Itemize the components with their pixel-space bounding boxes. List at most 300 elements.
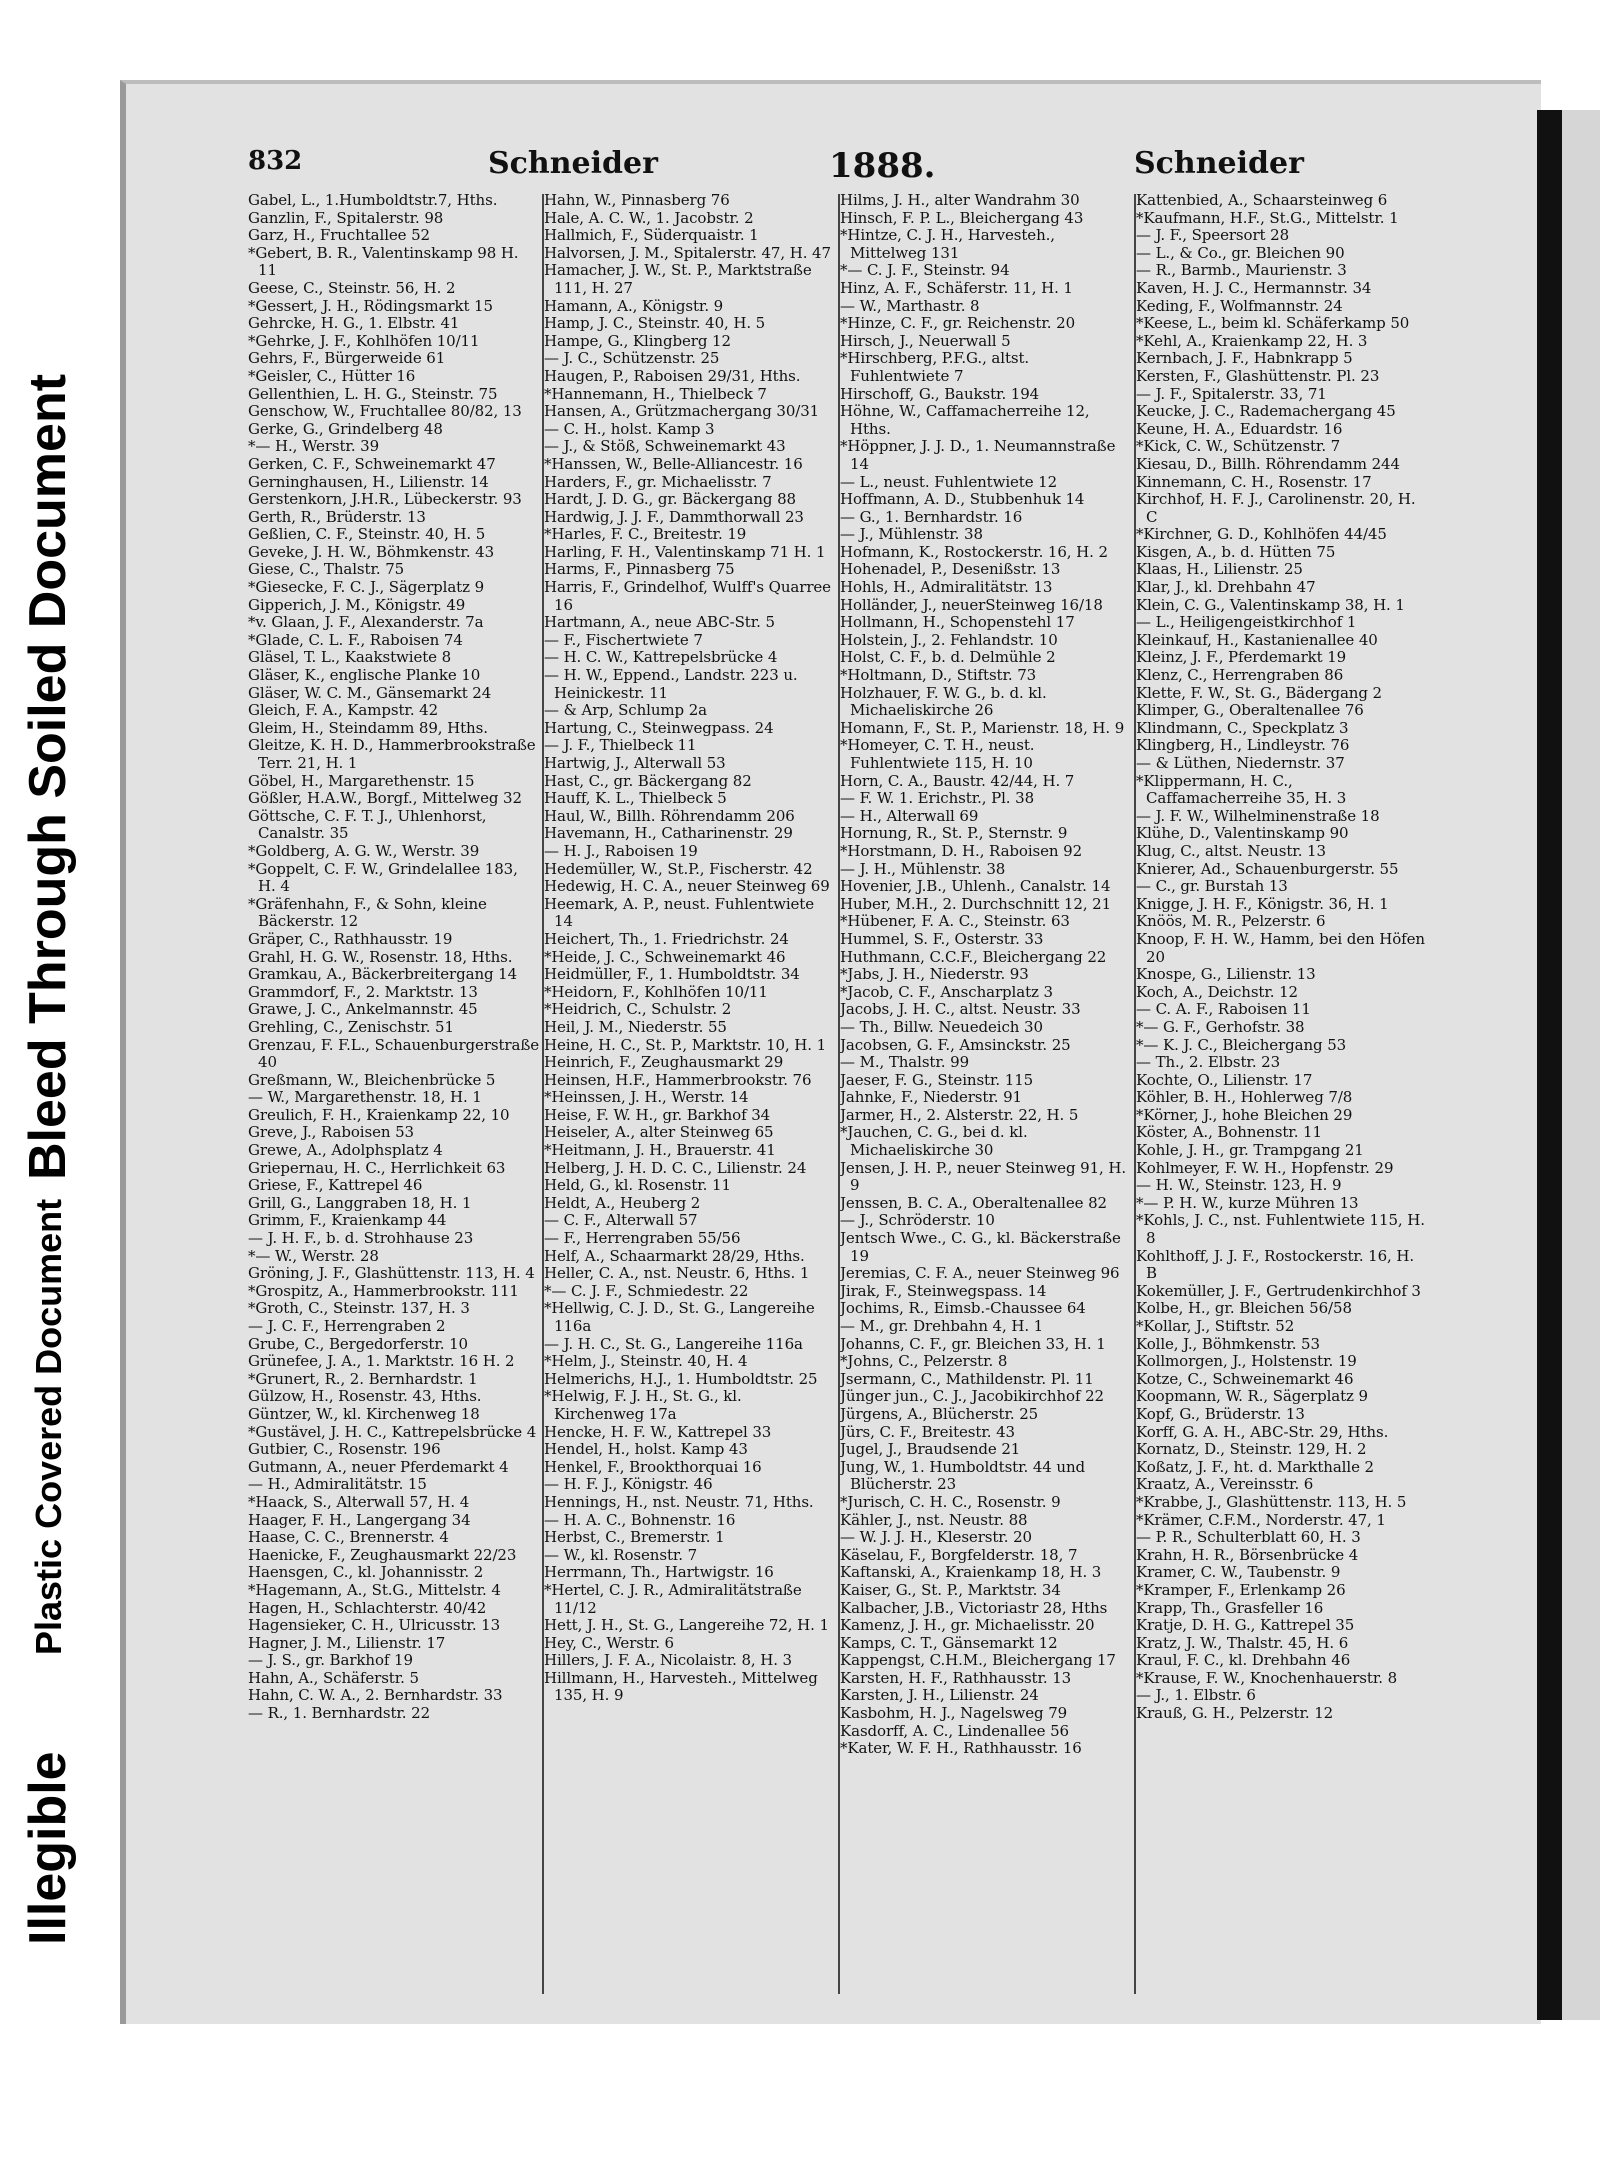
directory-entry: Göttsche, C. F. T. J., Uhlenhorst, Canalstr. 35 (248, 806, 487, 843)
directory-entry: Grünefee, J. A., 1. Marktstr. 16 H. 2 (248, 1352, 515, 1371)
bleed-through-label: Bleed Through Soiled Document (19, 373, 77, 1180)
directory-entry: Kollmorgen, J., Holstenstr. 19 (1136, 1352, 1357, 1371)
directory-entry: *Gräfenhahn, F., & Sohn, kleine Bäckerstr. 12 (248, 894, 487, 931)
directory-entry: Kolbe, H., gr. Bleichen 56/58 (1136, 1299, 1352, 1318)
directory-entry: Heichert, Th., 1. Friedrichstr. 24 (544, 929, 789, 948)
running-head-year: 1888. (829, 146, 936, 186)
directory-entry: *Kirchner, G. D., Kohlhöfen 44/45 (1136, 525, 1387, 544)
directory-entry: — R., Barmb., Maurienstr. 3 (1136, 261, 1347, 280)
directory-entry: Krauß, G. H., Pelzerstr. 12 (1136, 1704, 1334, 1723)
directory-entry: Jentsch Wwe., C. G., kl. Bäckerstraße 19 (840, 1229, 1121, 1265)
directory-entry: Gutbier, C., Rosenstr. 196 (248, 1440, 441, 1459)
directory-entry: *Jurisch, C. H. C., Rosenstr. 9 (840, 1492, 1061, 1511)
directory-entry: *Geisler, C., Hütter 16 (248, 366, 416, 385)
directory-entry: Herbst, C., Bremerstr. 1 (544, 1528, 725, 1547)
directory-entry: — H. W., Steinstr. 123, H. 9 (1136, 1176, 1342, 1195)
directory-entry: Kamenz, J. H., gr. Michaelisstr. 20 (840, 1616, 1095, 1635)
directory-entry: Kernbach, J. F., Habnkrapp 5 (1136, 349, 1353, 368)
directory-entry: Horn, C. A., Baustr. 42/44, H. 7 (840, 771, 1075, 790)
directory-entry: Holländer, J., neuerSteinweg 16/18 (840, 595, 1103, 614)
directory-entry: Garz, H., Fruchtallee 52 (248, 226, 430, 245)
directory-entry: — H., Admiralitätstr. 15 (248, 1475, 427, 1494)
directory-entry: — J. F., Speersort 28 (1136, 226, 1290, 245)
directory-entry: *Kehl, A., Kraienkamp 22, H. 3 (1136, 331, 1368, 350)
directory-entry: Hale, A. C. W., 1. Jacobstr. 2 (544, 208, 754, 227)
directory-entry: *Grunert, R., 2. Bernhardstr. 1 (248, 1369, 478, 1388)
directory-entry: Kaftanski, A., Kraienkamp 18, H. 3 (840, 1563, 1102, 1582)
directory-entry: *Helwig, F. J. H., St. G., kl. Kirchenweg 17a (544, 1387, 742, 1423)
directory-entry: Göbel, H., Margarethenstr. 15 (248, 771, 475, 790)
directory-entry: — J. F., Thielbeck 11 (544, 736, 697, 755)
directory-entry: Hedewig, H. C. A., neuer Steinweg 69 (544, 877, 830, 896)
directory-entry: Hohenadel, P., Desenißstr. 13 (840, 560, 1061, 579)
directory-entry: — M., Thalstr. 99 (840, 1053, 970, 1072)
directory-entry: — M., gr. Drehbahn 4, H. 1 (840, 1317, 1044, 1335)
next-page-edge (1562, 110, 1600, 2020)
directory-entry: Hummel, S. F., Osterstr. 33 (840, 929, 1044, 948)
directory-entry: Gerke, G., Grindelberg 48 (248, 419, 443, 438)
directory-entry: Heinrich, F., Zeughausmarkt 29 (544, 1053, 784, 1072)
directory-entry: Jürgens, A., Blücherstr. 25 (840, 1404, 1039, 1423)
directory-entry: Klühe, D., Valentinskamp 90 (1136, 824, 1349, 843)
directory-entry: *Kollar, J., Stiftstr. 52 (1136, 1317, 1295, 1335)
directory-entry: Kolle, J., Böhmkenstr. 53 (1136, 1334, 1320, 1353)
directory-entry: *Groth, C., Steinstr. 137, H. 3 (248, 1299, 470, 1318)
directory-entry: Gutmann, A., neuer Pferdemarkt 4 (248, 1457, 509, 1476)
directory-entry: Kratz, J. W., Thalstr. 45, H. 6 (1136, 1633, 1349, 1652)
directory-entry: Heise, F. W. H., gr. Barkhof 34 (544, 1105, 771, 1124)
directory-entry: Güntzer, W., kl. Kirchenweg 18 (248, 1404, 480, 1423)
column-1 (248, 192, 540, 2012)
directory-entry: Johanns, C. F., gr. Bleichen 33, H. 1 (840, 1334, 1106, 1353)
directory-entry: Hoffmann, A. D., Stubbenhuk 14 (840, 490, 1085, 509)
directory-entry: Jung, W., 1. Humboldtstr. 44 und Blücherstr. 23 (840, 1457, 1086, 1494)
directory-entry: — J. H. F., b. d. Strohhause 23 (248, 1229, 474, 1248)
directory-entry: Hardt, J. D. G., gr. Bäckergang 88 (544, 490, 796, 509)
directory-entry: — R., 1. Bernhardstr. 22 (248, 1704, 431, 1723)
directory-entry: — H. J., Raboisen 19 (544, 841, 698, 860)
directory-entry: Kokemüller, J. F., Gertrudenkirchhof 3 (1136, 1281, 1421, 1300)
directory-entry: Hardwig, J. J. F., Dammthorwall 23 (544, 507, 804, 526)
directory-entry: Hendel, H., holst. Kamp 43 (544, 1440, 748, 1459)
directory-entry: Köhler, B. H., Hohlerweg 7/8 (1136, 1088, 1353, 1107)
directory-entry: Hedemüller, W., St.P., Fischerstr. 42 (544, 859, 813, 878)
directory-entry: Hohls, H., Admiralitätstr. 13 (840, 578, 1053, 597)
directory-entry: *Haack, S., Alterwall 57, H. 4 (248, 1492, 470, 1511)
plastic-covered-label: Plastic Covered Document (28, 1198, 69, 1655)
directory-entry: Heller, C. A., nst. Neustr. 6, Hths. 1 (544, 1264, 810, 1283)
column-2 (544, 192, 836, 2012)
directory-entry: Grenzau, F. F.L., Schauenburgerstraße 40 (248, 1035, 540, 1072)
directory-entry: Ganzlin, F., Spitalerstr. 98 (248, 208, 444, 227)
directory-entry: Haensgen, C., kl. Johannisstr. 2 (248, 1563, 484, 1582)
directory-entry: *Helm, J., Steinstr. 40, H. 4 (544, 1352, 748, 1371)
directory-entry: Kraul, F. C., kl. Drehbahn 46 (1136, 1651, 1351, 1670)
directory-entry: Kattenbied, A., Schaarsteinweg 6 (1136, 192, 1388, 209)
directory-entry: *Jabs, J. H., Niederstr. 93 (840, 965, 1029, 984)
directory-entry: — W., kl. Rosenstr. 7 (544, 1545, 698, 1564)
directory-entry: Hollmann, H., Schopenstehl 17 (840, 613, 1075, 632)
directory-entry: *Gessert, J. H., Rödingsmarkt 15 (248, 296, 493, 315)
directory-entry: — H., Alterwall 69 (840, 806, 979, 825)
directory-entry: Hampe, G., Klingberg 12 (544, 331, 731, 350)
directory-entry: *— C. J. F., Schmiedestr. 22 (544, 1281, 749, 1300)
directory-entry: Holstein, J., 2. Fehlandstr. 10 (840, 630, 1058, 649)
directory-entry: Knöös, M. R., Pelzerstr. 6 (1136, 912, 1326, 931)
directory-entry: *Johns, C., Pelzerstr. 8 (840, 1352, 1008, 1371)
directory-entry: — J. F. W., Wilhelminenstraße 18 (1136, 806, 1380, 825)
directory-entry: Jürs, C. F., Breitestr. 43 (840, 1422, 1015, 1441)
directory-entry: — Th., 2. Elbstr. 23 (1136, 1053, 1281, 1072)
directory-entry: *Krämer, C.F.M., Norderstr. 47, 1 (1136, 1510, 1386, 1529)
book-gutter (1537, 110, 1563, 2020)
illegible-label: Illegible (19, 1751, 77, 1945)
running-head-right: Schneider (1134, 146, 1304, 181)
directory-entry: *— P. H. W., kurze Mühren 13 (1136, 1193, 1359, 1212)
directory-entry: — J., Mühlenstr. 38 (840, 525, 983, 544)
directory-entry: Gleich, F. A., Kampstr. 42 (248, 701, 439, 720)
directory-entry: Harders, F., gr. Michaelisstr. 7 (544, 472, 772, 491)
directory-entry: Gleim, H., Steindamm 89, Hths. (248, 718, 488, 737)
column-3 (840, 192, 1132, 2012)
directory-entry: *Kater, W. F. H., Rathhausstr. 16 (840, 1739, 1082, 1758)
directory-entry: Kersten, F., Glashüttenstr. Pl. 23 (1136, 366, 1380, 385)
directory-entry: Kaiser, G., St. P., Marktstr. 34 (840, 1580, 1061, 1599)
directory-entry: Hahn, A., Schäferstr. 5 (248, 1668, 419, 1687)
directory-entry: Homann, F., St. P., Marienstr. 18, H. 9 (840, 718, 1125, 737)
page-header (126, 146, 1541, 186)
directory-entry: *Hellwig, C. J. D., St. G., Langereihe 116a (544, 1299, 815, 1335)
directory-entry: Knospe, G., Lilienstr. 13 (1136, 965, 1316, 984)
directory-entry: *Körner, J., hohe Bleichen 29 (1136, 1105, 1353, 1124)
directory-entry: Gerth, R., Brüderstr. 13 (248, 507, 426, 526)
directory-entry: Kirchhof, H. F. J., Carolinenstr. 20, H. C (1136, 490, 1416, 526)
directory-entry: — J. C. F., Herrengraben 2 (248, 1317, 446, 1335)
directory-entry: *Hannemann, H., Thielbeck 7 (544, 384, 767, 403)
directory-entry: Herrmann, Th., Hartwigstr. 16 (544, 1563, 774, 1582)
directory-entry: Grammdorf, F., 2. Marktstr. 13 (248, 982, 478, 1001)
scanned-page (120, 80, 1541, 2024)
directory-entry: Grahl, H. G. W., Rosenstr. 18, Hths. (248, 947, 513, 966)
directory-entry: Krapp, Th., Grasfeller 16 (1136, 1598, 1324, 1617)
directory-entry: Hofmann, K., Rostockerstr. 16, H. 2 (840, 542, 1108, 561)
directory-entry: Kappengst, C.H.M., Bleichergang 17 (840, 1651, 1116, 1670)
directory-entry: Havemann, H., Catharinenstr. 29 (544, 824, 793, 843)
directory-entry: *Jacob, C. F., Anscharplatz 3 (840, 982, 1053, 1001)
directory-entry: Huber, M.H., 2. Durchschnitt 12, 21 (840, 894, 1112, 913)
directory-entry: Hamacher, J. W., St. P., Marktstraße 111, H. 27 (544, 261, 812, 297)
directory-entry: — C. A. F., Raboisen 11 (1136, 1000, 1311, 1019)
directory-entry: Geßlien, C. F., Steinstr. 40, H. 5 (248, 525, 486, 544)
directory-entry: — J. H. C., St. G., Langereihe 116a (544, 1334, 803, 1353)
directory-entry: Gehrs, F., Bürgerweide 61 (248, 349, 446, 368)
directory-entry: Karsten, H. F., Rathhausstr. 13 (840, 1668, 1072, 1687)
directory-entry: — J. F., Spitalerstr. 33, 71 (1136, 384, 1327, 403)
directory-entry: Hey, C., Werstr. 6 (544, 1633, 674, 1652)
directory-entry: Keucke, J. C., Rademachergang 45 (1136, 402, 1396, 421)
directory-entry: *Hirschberg, P.F.G., altst. Fuhlentwiete 7 (840, 349, 1030, 385)
directory-entry: Held, G., kl. Rosenstr. 11 (544, 1176, 731, 1195)
directory-entry: Heidmüller, F., 1. Humboldtstr. 34 (544, 965, 800, 984)
directory-entry: Gabel, L., 1.Humboldtstr.7, Hths. (248, 192, 498, 209)
directory-entry: Harms, F., Pinnasberg 75 (544, 560, 735, 579)
directory-entry: Jenssen, B. C. A., Oberaltenallee 82 (840, 1193, 1107, 1212)
directory-entry: *Hübener, F. A. C., Steinstr. 63 (840, 912, 1070, 931)
directory-entry: Kramer, C. W., Taubenstr. 9 (1136, 1563, 1341, 1582)
directory-entry: Gerstenkorn, J.H.R., Lübeckerstr. 93 (248, 490, 522, 509)
directory-entry: *Heidorn, F., Kohlhöfen 10/11 (544, 982, 768, 1001)
directory-entry: Keune, H. A., Eduardstr. 16 (1136, 419, 1343, 438)
directory-entry: Hilms, J. H., alter Wandrahm 30 (840, 192, 1080, 209)
directory-entry: *Goppelt, C. F. W., Grindelallee 183, H. 4 (248, 859, 518, 896)
directory-entry: *Höppner, J. J. D., 1. Neumannstraße 14 (840, 437, 1116, 473)
directory-entry: *Hintze, C. J. H., Harvesteh., Mittelweg 131 (840, 226, 1055, 262)
directory-entry: — P. R., Schulterblatt 60, H. 3 (1136, 1528, 1361, 1547)
directory-entry: Klette, F. W., St. G., Bädergang 2 (1136, 683, 1382, 702)
directory-entry: Heemark, A. P., neust. Fuhlentwiete 14 (544, 894, 814, 931)
directory-entry: Klindmann, C., Speckplatz 3 (1136, 718, 1349, 737)
directory-entry: Klenz, C., Herrengraben 86 (1136, 666, 1344, 685)
directory-entry: Jensen, J. H. P., neuer Steinweg 91, H. 9 (840, 1158, 1126, 1195)
directory-entry: — W., Margarethenstr. 18, H. 1 (248, 1088, 482, 1107)
directory-entry: Kleinz, J. F., Pferdemarkt 19 (1136, 648, 1347, 667)
directory-entry: Gläser, W. C. M., Gänsemarkt 24 (248, 683, 492, 702)
directory-entry: Jacobs, J. H. C., altst. Neustr. 33 (840, 1000, 1081, 1019)
directory-entry: Gläser, K., englische Planke 10 (248, 666, 481, 685)
directory-entry: Kähler, J., nst. Neustr. 88 (840, 1510, 1028, 1529)
directory-entry: *Grospitz, A., Hammerbrookstr. 111 (248, 1281, 519, 1300)
directory-entry: Knierer, Ad., Schauenburgerstr. 55 (1136, 859, 1399, 878)
directory-entry: Gläsel, T. L., Kaakstwiete 8 (248, 648, 452, 667)
directory-entry: Giese, C., Thalstr. 75 (248, 560, 405, 579)
directory-entry: Hamp, J. C., Steinstr. 40, H. 5 (544, 314, 766, 333)
directory-entry: *Glade, C. L. F., Raboisen 74 (248, 630, 463, 649)
directory-entry: Harris, F., Grindelhof, Wulff's Quarree 16 (544, 578, 831, 614)
directory-entry: — J., 1. Elbstr. 6 (1136, 1686, 1256, 1705)
directory-entry: Hagner, J. M., Lilienstr. 17 (248, 1633, 446, 1652)
directory-entry: Heinsen, H.F., Hammerbrookstr. 76 (544, 1070, 812, 1089)
directory-entry: — F., Fischertwiete 7 (544, 630, 703, 649)
directory-entry: Klimper, G., Oberaltenallee 76 (1136, 701, 1364, 720)
directory-entry: Grewe, A., Adolphsplatz 4 (248, 1141, 443, 1160)
directory-entry: Hillers, J. F. A., Nicolaistr. 8, H. 3 (544, 1651, 792, 1670)
directory-entry: Klingberg, H., Lindleystr. 76 (1136, 736, 1350, 755)
directory-entry: Hansen, A., Grützmachergang 30/31 (544, 402, 820, 421)
directory-entry: Kleinkauf, H., Kastanienallee 40 (1136, 630, 1378, 649)
directory-entry: Gramkau, A., Bäckerbreitergang 14 (248, 965, 518, 984)
directory-entry: Helmerichs, H.J., 1. Humboldtstr. 25 (544, 1369, 818, 1388)
directory-entry: — & Lüthen, Niedernstr. 37 (1136, 754, 1345, 772)
directory-entry: Helberg, J. H. D. C. C., Lilienstr. 24 (544, 1158, 807, 1177)
directory-entry: — H. F. J., Königstr. 46 (544, 1475, 713, 1494)
directory-entry: Kasdorff, A. C., Lindenallee 56 (840, 1721, 1069, 1740)
directory-entry: Klaas, H., Lilienstr. 25 (1136, 560, 1303, 579)
directory-entry: Kiesau, D., Billh. Röhrendamm 244 (1136, 454, 1400, 473)
directory-entry: Jahnke, F., Niederstr. 91 (840, 1088, 1022, 1107)
running-head-left: Schneider (488, 146, 658, 181)
directory-entry: Henkel, F., Brookthorquai 16 (544, 1457, 762, 1476)
directory-entry: Hauff, K. L., Thielbeck 5 (544, 789, 727, 808)
directory-entry: — C. H., holst. Kamp 3 (544, 419, 715, 438)
directory-entry: Kratje, D. H. G., Kattrepel 35 (1136, 1616, 1355, 1635)
directory-entry: Gerninghausen, H., Lilienstr. 14 (248, 472, 489, 491)
directory-entry: *Giesecke, F. C. J., Sägerplatz 9 (248, 578, 485, 597)
directory-entry: Kamps, C. T., Gänsemarkt 12 (840, 1633, 1058, 1652)
directory-entry: Jochims, R., Eimsb.-Chaussee 64 (840, 1299, 1086, 1318)
directory-entry: Kornatz, D., Steinstr. 129, H. 2 (1136, 1440, 1367, 1459)
directory-entry: Klar, J., kl. Drehbahn 47 (1136, 578, 1316, 597)
directory-entry: Hamann, A., Königstr. 9 (544, 296, 724, 315)
directory-entry: Hett, J. H., St. G., Langereihe 72, H. 1 (544, 1616, 829, 1635)
directory-entry: Jarmer, H., 2. Alsterstr. 22, H. 5 (840, 1105, 1079, 1124)
directory-entry: Gellenthien, L. H. G., Steinstr. 75 (248, 384, 498, 403)
directory-entry: Hagen, H., Schlachterstr. 40/42 (248, 1598, 487, 1617)
directory-entry: *Hanssen, W., Belle-Alliancestr. 16 (544, 454, 803, 473)
directory-entry: Hinsch, F. P. L., Bleichergang 43 (840, 208, 1084, 227)
directory-entry: *— H., Werstr. 39 (248, 437, 380, 456)
directory-entry: *Goldberg, A. G. W., Werstr. 39 (248, 841, 480, 860)
directory-entry: Gräper, C., Rathhausstr. 19 (248, 929, 453, 948)
directory-columns (248, 192, 1428, 2012)
directory-entry: Jeremias, C. F. A., neuer Steinweg 96 (840, 1264, 1120, 1283)
directory-entry: — L., neust. Fuhlentwiete 12 (840, 472, 1058, 491)
page-number: 832 (248, 146, 303, 176)
directory-entry: Höhne, W., Caffamacherreihe 12, Hths. (840, 402, 1090, 438)
directory-entry: Hirschoff, G., Baukstr. 194 (840, 384, 1040, 403)
directory-entry: — L., Heiligengeistkirchhof 1 (1136, 613, 1357, 632)
directory-entry: *Harles, F. C., Breitestr. 19 (544, 525, 747, 544)
directory-entry: Holst, C. F., b. d. Delmühle 2 (840, 648, 1056, 667)
directory-entry: Heiseler, A., alter Steinweg 65 (544, 1123, 774, 1142)
directory-entry: Geese, C., Steinstr. 56, H. 2 (248, 278, 456, 297)
directory-entry: Gehrcke, H. G., 1. Elbstr. 41 (248, 314, 460, 333)
directory-entry: Heldt, A., Heuberg 2 (544, 1193, 701, 1212)
directory-entry: Haenicke, F., Zeughausmarkt 22/23 (248, 1545, 517, 1564)
directory-entry: *Hagemann, A., St.G., Mittelstr. 4 (248, 1580, 501, 1599)
directory-entry: — W. J. J. H., Kleserstr. 20 (840, 1528, 1032, 1547)
directory-entry: Haager, F. H., Langergang 34 (248, 1510, 471, 1529)
directory-entry: Hencke, H. F. W., Kattrepel 33 (544, 1422, 772, 1441)
directory-entry: Kotze, C., Schweinemarkt 46 (1136, 1369, 1354, 1388)
directory-entry: *— W., Werstr. 28 (248, 1246, 379, 1265)
directory-entry: *Holtmann, D., Stiftstr. 73 (840, 666, 1037, 685)
directory-entry: Harling, F. H., Valentinskamp 71 H. 1 (544, 542, 826, 561)
directory-entry: Gößler, H.A.W., Borgf., Mittelweg 32 (248, 789, 522, 808)
directory-entry: Hirsch, J., Neuerwall 5 (840, 331, 1011, 350)
directory-entry: — J. S., gr. Barkhof 19 (248, 1651, 413, 1670)
directory-entry: *Hinze, C. F., gr. Reichenstr. 20 (840, 314, 1076, 333)
directory-entry: — H. A. C., Bohnenstr. 16 (544, 1510, 736, 1529)
directory-entry: *— G. F., Gerhofstr. 38 (1136, 1017, 1305, 1036)
directory-entry: *Gebert, B. R., Valentinskamp 98 H. 11 (248, 243, 519, 280)
directory-entry: Hovenier, J.B., Uhlenh., Canalstr. 14 (840, 877, 1111, 896)
directory-entry: Heine, H. C., St. P., Marktstr. 10, H. 1 (544, 1035, 827, 1054)
directory-entry: Hagensieker, C. H., Ulricusstr. 13 (248, 1616, 501, 1635)
directory-entry: Hast, C., gr. Bäckergang 82 (544, 771, 752, 790)
directory-entry: Kohlmeyer, F. W. H., Hopfenstr. 29 (1136, 1158, 1394, 1177)
directory-entry: Kaven, H. J. C., Hermannstr. 34 (1136, 278, 1372, 297)
directory-entry: Gröning, J. F., Glashüttenstr. 113, H. 4 (248, 1264, 535, 1283)
directory-entry: — F., Herrengraben 55/56 (544, 1229, 741, 1248)
side-banner (0, 0, 96, 2177)
directory-entry: Haul, W., Billh. Röhrendamm 206 (544, 806, 795, 825)
directory-entry: Jsermann, C., Mathildenstr. Pl. 11 (840, 1369, 1094, 1388)
directory-entry: *Homeyer, C. T. H., neust. Fuhlentwiete 115, H. 10 (840, 736, 1035, 772)
directory-entry: *Heitmann, J. H., Brauerstr. 41 (544, 1141, 776, 1160)
directory-entry: Käselau, F., Borgfelderstr. 18, 7 (840, 1545, 1078, 1564)
directory-entry: Hahn, W., Pinnasberg 76 (544, 192, 730, 209)
directory-entry: Huthmann, C.C.F., Bleichergang 22 (840, 947, 1107, 966)
directory-entry: — J., & Stöß, Schweinemarkt 43 (544, 437, 786, 456)
directory-entry: Jirak, F., Steinwegspass. 14 (840, 1281, 1047, 1300)
directory-entry: Knigge, J. H. F., Königstr. 36, H. 1 (1136, 894, 1389, 913)
directory-entry: Gülzow, H., Rosenstr. 43, Hths. (248, 1387, 482, 1406)
directory-entry: Grube, C., Bergedorferstr. 10 (248, 1334, 468, 1353)
directory-entry: Haase, C. C., Brennerstr. 4 (248, 1528, 449, 1547)
directory-entry: Grimm, F., Kraienkamp 44 (248, 1211, 447, 1230)
directory-entry: Koopmann, W. R., Sägerplatz 9 (1136, 1387, 1368, 1406)
directory-entry: Kisgen, A., b. d. Hütten 75 (1136, 542, 1336, 561)
directory-entry: Hartwig, J., Alterwall 53 (544, 754, 726, 772)
directory-entry: *Heidrich, C., Schulstr. 2 (544, 1000, 732, 1019)
directory-entry: Grehling, C., Zenischstr. 51 (248, 1017, 454, 1036)
directory-entry: Karsten, J. H., Lilienstr. 24 (840, 1686, 1039, 1705)
directory-entry: *Kaufmann, H.F., St.G., Mittelstr. 1 (1136, 208, 1399, 227)
directory-entry: Holzhauer, F. W. G., b. d. kl. Michaeliskirche 26 (840, 683, 1047, 720)
directory-entry: Halvorsen, J. M., Spitalerstr. 47, H. 47 (544, 243, 831, 262)
directory-entry: — C. F., Alterwall 57 (544, 1211, 698, 1230)
directory-entry: Hartmann, A., neue ABC-Str. 5 (544, 613, 775, 632)
directory-entry: Jugel, J., Braudsende 21 (840, 1440, 1021, 1459)
directory-entry: Hinz, A. F., Schäferstr. 11, H. 1 (840, 278, 1073, 297)
directory-entry: *Horstmann, D. H., Raboisen 92 (840, 841, 1083, 860)
directory-entry: — C., gr. Burstah 13 (1136, 877, 1288, 896)
directory-entry: Kinnemann, C. H., Rosenstr. 17 (1136, 472, 1372, 491)
directory-entry: Greulich, F. H., Kraienkamp 22, 10 (248, 1105, 510, 1124)
directory-entry: Hallmich, F., Süderquaistr. 1 (544, 226, 759, 245)
directory-entry: Grill, G., Langgraben 18, H. 1 (248, 1193, 472, 1212)
directory-entry: Knoop, F. H. W., Hamm, bei den Höfen 20 (1136, 929, 1425, 966)
directory-entry: Klein, C. G., Valentinskamp 38, H. 1 (1136, 595, 1405, 614)
directory-entry: *Krabbe, J., Glashüttenstr. 113, H. 5 (1136, 1492, 1407, 1511)
directory-entry: *Gehrke, J. F., Kohlhöfen 10/11 (248, 331, 480, 350)
directory-entry: Kohlthoff, J. J. F., Rostockerstr. 16, H. B (1136, 1246, 1415, 1283)
directory-entry: Geveke, J. H. W., Böhmkenstr. 43 (248, 542, 495, 561)
directory-entry: Griepernau, H. C., Herrlichkeit 63 (248, 1158, 506, 1177)
directory-entry: *— K. J. C., Bleichergang 53 (1136, 1035, 1347, 1054)
directory-entry: Jünger jun., C. J., Jacobikirchhof 22 (840, 1387, 1104, 1406)
directory-entry: Haugen, P., Raboisen 29/31, Hths. (544, 366, 801, 385)
directory-entry: Hillmann, H., Harvesteh., Mittelweg 135, H. 9 (544, 1668, 818, 1705)
directory-entry: *Hertel, C. J. R., Admiralitätstraße 11/12 (544, 1580, 802, 1617)
directory-entry: Hornung, R., St. P., Sternstr. 9 (840, 824, 1068, 843)
directory-entry: Kraatz, A., Vereinsstr. 6 (1136, 1475, 1314, 1494)
directory-entry: Helf, A., Schaarmarkt 28/29, Hths. (544, 1246, 805, 1265)
directory-entry: Jacobsen, G. F., Amsinckstr. 25 (840, 1035, 1071, 1054)
directory-entry: — & Arp, Schlump 2a (544, 701, 708, 720)
directory-entry: Greßmann, W., Bleichenbrücke 5 (248, 1070, 496, 1089)
directory-entry: Gipperich, J. M., Königstr. 49 (248, 595, 466, 614)
directory-entry: Greve, J., Raboisen 53 (248, 1123, 414, 1142)
directory-entry: *v. Glaan, J. F., Alexanderstr. 7a (248, 613, 484, 632)
directory-entry: *— C. J. F., Steinstr. 94 (840, 261, 1010, 280)
directory-entry: Grawe, J. C., Ankelmannstr. 45 (248, 1000, 478, 1019)
directory-entry: Griese, F., Kattrepel 46 (248, 1176, 423, 1195)
directory-entry: *Jauchen, C. G., bei d. kl. Michaeliskirche 30 (840, 1123, 1028, 1160)
directory-entry: Koßatz, J. F., ht. d. Markthalle 2 (1136, 1457, 1374, 1476)
column-4 (1136, 192, 1428, 2012)
directory-entry: Heil, J. M., Niederstr. 55 (544, 1017, 727, 1036)
